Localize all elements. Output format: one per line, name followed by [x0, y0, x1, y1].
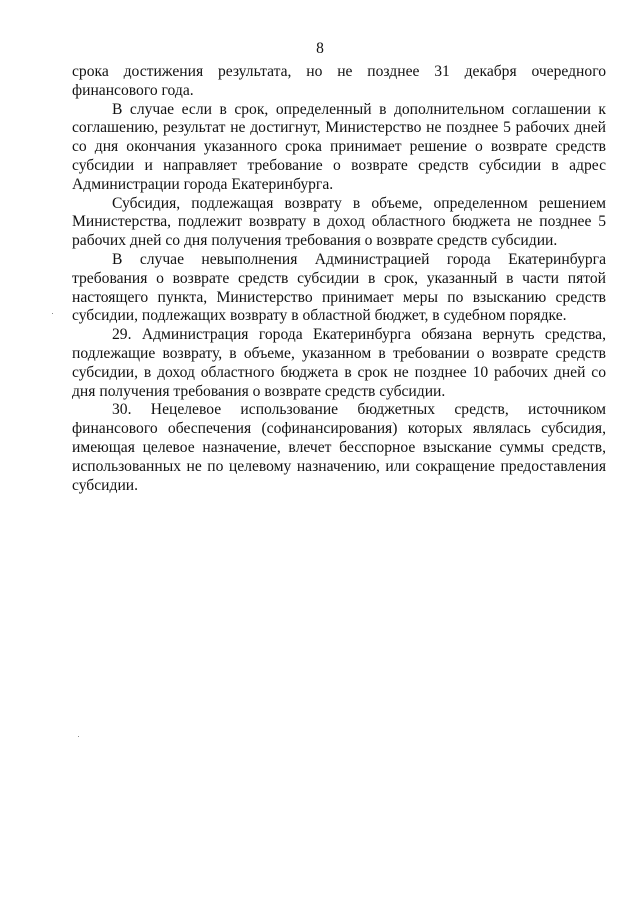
scan-speck	[52, 313, 53, 314]
paragraph-result-not-achieved: В случае если в срок, определенный в дополнительном соглашении к соглашению, результат не достигнут, Министерство не позднее 5 рабочих дней со дня окончания указанного срока принимает решение о возврате средств субсидии и направляет требование о возврате средств субсидии в адрес Администрации города Екатеринбурга.	[72, 100, 606, 193]
paragraph-subsidy-return: Субсидия, подлежащая возврату в объеме, определенном решением Министерства, подлежит возврату в доход областного бюджета не позднее 5 рабочих дней со дня получения требования о возврате средств субсидии.	[72, 194, 606, 250]
paragraph-court-recovery: В случае невыполнения Администрацией города Екатеринбурга требования о возврате средств субсидии в срок, указанный в части пятой настоящего пункта, Министерство принимает меры по взысканию средств субсидии, подлежащих возврату в областной бюджет, в судебном порядке.	[72, 250, 606, 325]
paragraph-continuation: срока достижения результата, но не позднее 31 декабря очередного финансового года.	[72, 63, 606, 99]
paragraph-clause-29: 29. Администрация города Екатеринбурга обязана вернуть средства, подлежащие возврату, в объеме, указанном в требовании о возврате средств субсидии, в доход областного бюджета в срок не позднее 10 рабочих дней со дня получения требования о возврате средств субсидии.	[72, 326, 606, 400]
page-number: 8	[316, 40, 324, 57]
document-body	[72, 63, 606, 495]
paragraph-clause-30: 30. Нецелевое использование бюджетных средств, источником финансового обеспечения (софинансирования) которых являлась субсидия, имеющая целевое назначение, влечет бесспорное взыскание суммы средств, использованных не по целевому назначению, или сокращение предоставления субсидии.	[72, 401, 606, 494]
scan-speck	[78, 736, 79, 737]
